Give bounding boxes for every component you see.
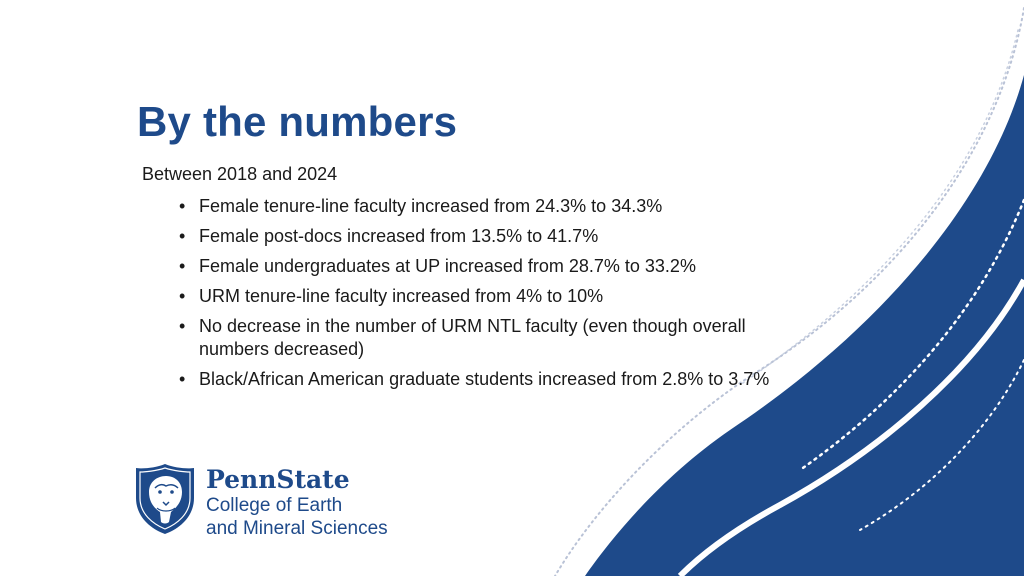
bullet-item — [176, 195, 816, 218]
bullet-item — [176, 315, 816, 361]
logo-wordmark: PennState — [206, 465, 350, 494]
bullet-item — [176, 255, 816, 278]
bullet-text: Female undergraduates at UP increased from 28.7% to 33.2% — [199, 256, 696, 276]
bullet-dot-icon: • — [179, 369, 186, 389]
nittany-lion-shield-icon — [133, 462, 197, 536]
slide-subtitle: Between 2018 and 2024 — [142, 164, 338, 184]
bullet-dot-icon: • — [179, 226, 186, 246]
logo-text — [206, 466, 388, 540]
bullet-dot-icon: • — [179, 316, 186, 336]
logo-dept-line1: College of Earth — [206, 495, 343, 516]
bullet-dot-icon: • — [179, 196, 186, 216]
bullet-text: Female post-docs increased from 13.5% to 41.7% — [199, 226, 599, 246]
bullet-item — [176, 368, 816, 391]
bullet-item — [176, 285, 816, 308]
logo-dept-line2: and Mineral Sciences — [206, 518, 388, 539]
bullet-dot-icon: • — [179, 286, 186, 306]
bullet-item — [176, 225, 816, 248]
bullet-text: Female tenure-line faculty increased from 24.3% to 34.3% — [199, 196, 663, 216]
bullet-dot-icon: • — [179, 256, 186, 276]
bullet-list — [176, 195, 816, 398]
bullet-text: URM tenure-line faculty increased from 4% to 10% — [199, 286, 604, 306]
bullet-text: No decrease in the number of URM NTL faculty (even though overall numbers decreased) — [199, 316, 746, 359]
pennstate-logo — [133, 462, 433, 546]
slide-title: By the numbers — [137, 98, 458, 145]
bullet-text: Black/African American graduate students increased from 2.8% to 3.7% — [199, 369, 770, 389]
